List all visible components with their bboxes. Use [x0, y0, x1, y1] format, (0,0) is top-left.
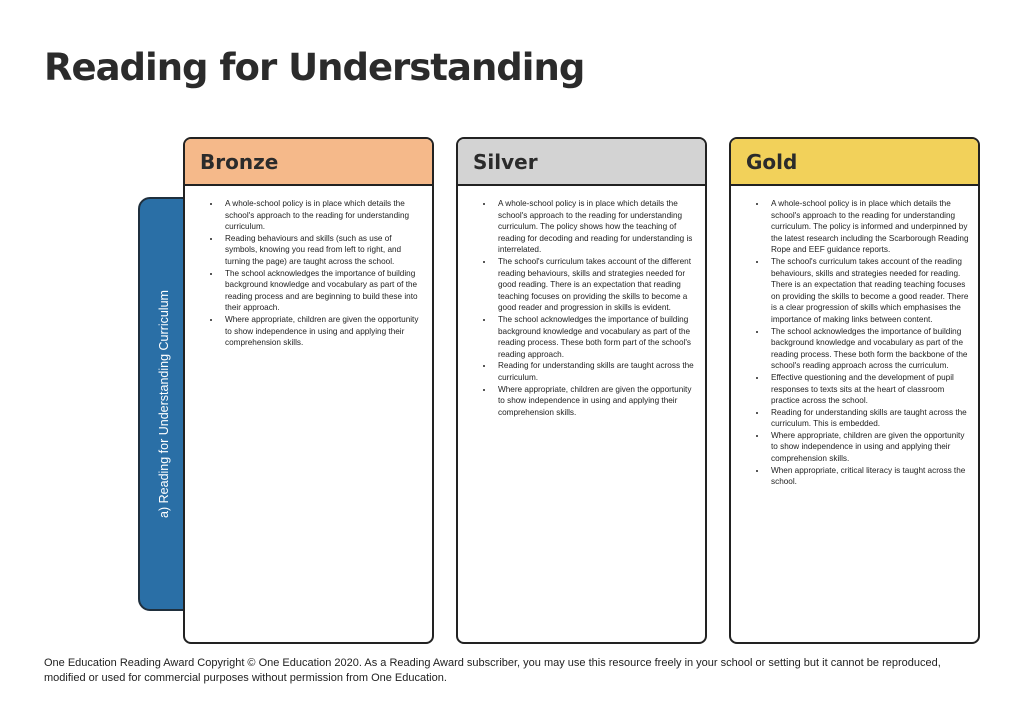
list-item: • The school acknowledges the importance of building background knowledge and vocabulary as part of the reading process. These both form the backbone of the school's reading approach across the curriculum.	[767, 326, 970, 372]
list-item: • Reading for understanding skills are taught across the curriculum.	[494, 360, 697, 383]
list-item: • Effective questioning and the development of pupil responses to texts sits at the heart of classroom practice across the school.	[767, 372, 970, 407]
page-title: Reading for Understanding	[44, 46, 585, 89]
list-item: • The school's curriculum takes account of the different reading behaviours, skills and strategies needed for good reading. There is an expectation that reading teaching focuses on providing the skills to become a good reader and progression in skills is evident.	[494, 256, 697, 314]
list-item: • Where appropriate, children are given the opportunity to show independence in using and applying their comprehension skills.	[494, 384, 697, 419]
gold-card	[729, 137, 980, 644]
side-label: a) Reading for Understanding Curriculum	[157, 290, 171, 518]
gold-header	[731, 139, 978, 186]
list-item: • Reading behaviours and skills (such as use of symbols, knowing you read from left to right, and turning the page) are taught across the school.	[221, 233, 424, 268]
silver-list	[458, 186, 705, 418]
list-item: • When appropriate, critical literacy is taught across the school.	[767, 465, 970, 488]
list-item: • Where appropriate, children are given the opportunity to show independence in using and applying their comprehension skills.	[767, 430, 970, 465]
list-item: • Where appropriate, children are given the opportunity to show independence in using and applying their comprehension skills.	[221, 314, 424, 349]
list-item: • The school acknowledges the importance of building background knowledge and vocabulary as part of the reading process. These both form part of the school's reading approach.	[494, 314, 697, 360]
bronze-card	[183, 137, 434, 644]
list-item: • Reading for understanding skills are taught across the curriculum. This is embedded.	[767, 407, 970, 430]
silver-header	[458, 139, 705, 186]
bronze-title: Bronze	[200, 149, 279, 174]
gold-title: Gold	[746, 149, 798, 174]
list-item: • A whole-school policy is in place which details the school's approach to the reading for understanding curriculum.	[221, 198, 424, 233]
bronze-header	[185, 139, 432, 186]
silver-card	[456, 137, 707, 644]
list-item: • The school's curriculum takes account of the reading behaviours, skills and strategies needed for reading. There is an expectation that reading teaching focuses on providing the skills to become a good reader. There is a clear progression of skills which emphasises the importance of making links between content.	[767, 256, 970, 326]
list-item: • A whole-school policy is in place which details the school's approach to the reading for understanding curriculum. The policy shows how the teaching of reading for decoding and reading for understanding is interrelated.	[494, 198, 697, 256]
list-item: • A whole-school policy is in place which details the school's approach to the reading for understanding curriculum. The policy is informed and underpinned by the latest research including the Scarborough Reading Rope and EEF guidance reports.	[767, 198, 970, 256]
bronze-list	[185, 186, 432, 349]
copyright-footer: One Education Reading Award Copyright © One Education 2020. As a Reading Award subscriber, you may use this resource freely in your school or setting but it cannot be reproduced, modified or used for commercial purposes without permission from One Education.	[44, 657, 941, 684]
gold-list	[731, 186, 978, 488]
silver-title: Silver	[473, 149, 538, 174]
list-item: • The school acknowledges the importance of building background knowledge and vocabulary as part of the reading process and are beginning to build these into their approach.	[221, 268, 424, 314]
